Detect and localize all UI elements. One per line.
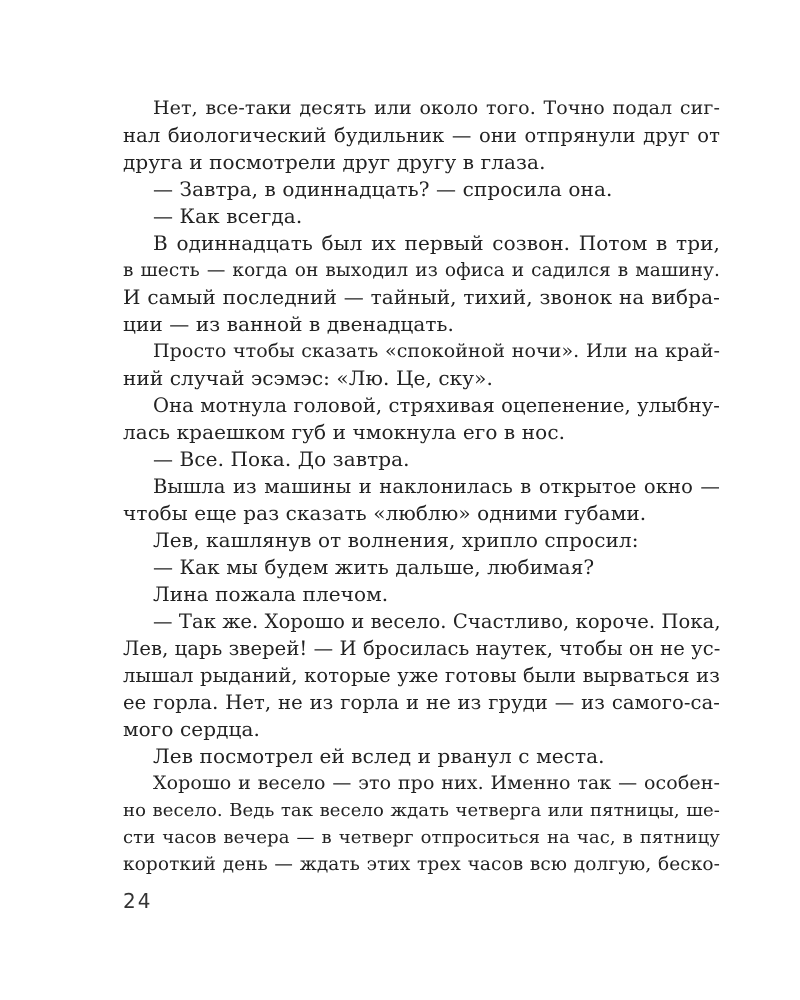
text-line: — Как всегда. (153, 204, 303, 228)
text-line: Лев, кашлянув от волнения, хрипло спросил: (153, 528, 639, 552)
text-line: — Все. Пока. До завтра. (153, 447, 410, 471)
text-line: ее горла. Нет, не из горла и не из груди — из самого-са- (123, 691, 720, 714)
text-line: лась краешком губ и чмокнула его в нос. (123, 420, 566, 444)
text-line: Нет, все-таки десять или около того. Точно подал сиг- (153, 97, 720, 119)
text-line: — Так же. Хорошо и весело. Счастливо, короче. Пока, (153, 610, 721, 633)
text-line: Лев посмотрел ей вслед и рванул с места. (153, 744, 605, 768)
text-line: — Как мы будем жить дальше, любимая? (153, 555, 595, 579)
text-line: Хорошо и весело — это про них. Именно так — особен- (153, 772, 720, 794)
text-line: в шесть — когда он выходил из офиса и садился в машину. (123, 260, 720, 281)
text-line: Просто чтобы сказать «спокойной ночи». Или на край- (153, 340, 720, 362)
page-number: 24 (123, 889, 153, 913)
text-line: мого сердца. (123, 717, 260, 741)
text-line: сти часов вечера — в четверг отпроситься на час, в пятницу (123, 827, 720, 848)
text-line: В одиннадцать был их первый созвон. Потом в три, (153, 231, 720, 255)
page-body-text (123, 95, 720, 878)
text-line: ний случай эсэмэс: «Лю. Це, ску». (123, 366, 493, 390)
text-line: лышал рыданий, которые уже готовы были вырваться из (123, 664, 720, 687)
text-line: нал биологический будильник — они отпрянули друг от (123, 124, 720, 147)
text-line: — Завтра, в одиннадцать? — спросила она. (153, 177, 613, 201)
text-line: Лев, царь зверей! — И бросилась наутек, чтобы он не ус- (123, 637, 721, 660)
text-line: но весело. Ведь так весело ждать четверга или пятницы, ше- (123, 800, 720, 821)
text-line: друга и посмотрели друг другу в глаза. (123, 150, 546, 174)
text-line: Вышла из машины и наклонилась в открытое окно — (153, 475, 720, 498)
text-line: Лина пожала плечом. (153, 582, 389, 606)
text-line: И самый последний — тайный, тихий, звонок на вибра- (123, 285, 720, 309)
text-line: ции — из ванной в двенадцать. (123, 312, 454, 336)
text-line: Она мотнула головой, стряхивая оцепенение, улыбну- (153, 394, 720, 417)
text-line: чтобы еще раз сказать «люблю» одними губами. (123, 501, 647, 525)
text-line: короткий день — ждать этих трех часов всю долгую, беско- (123, 854, 720, 875)
